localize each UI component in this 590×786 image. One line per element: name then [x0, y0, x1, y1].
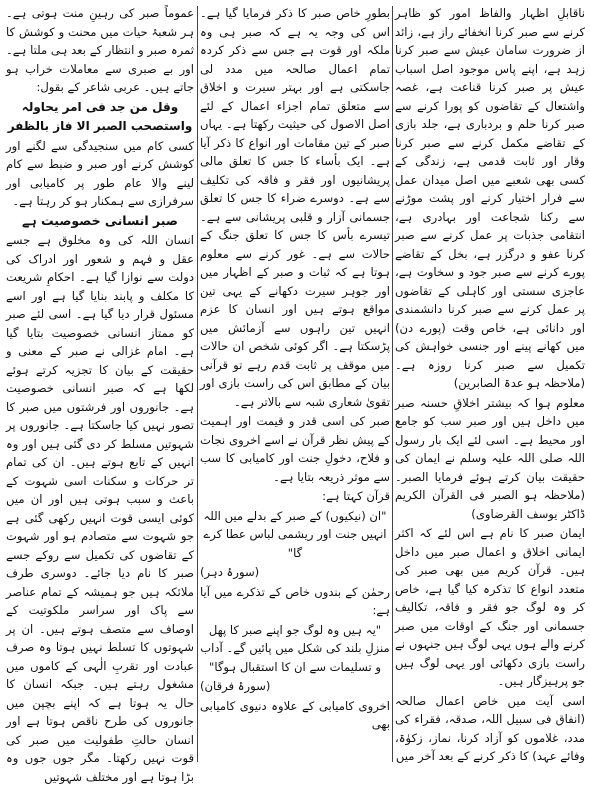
column-divider — [197, 6, 198, 762]
paragraph: اسی آیت میں خاص اعمال صالحہ (انفاق فی سبیل اللہ، صدقہ، فقراء کی مدد، غلاموں کو آزاد کرنا، نماز، زکوٰۃ، وفائے عہد) کا ذکر کرنے کے بعد آخر میں — [395, 693, 585, 763]
paragraph: بطورِ خاص صبر کا ذکر فرمایا گیا ہے۔ اس کی وجہ یہ ہے کہ صبر ہی وہ ملکہ اور قوت ہے جس سے ذکر کردہ تمام اعمال صالحہ میں مدد لی جاسکتی ہے اور بہتر سیرت و اخلاق سے متعلق تمام اجزاء اعمال کے لئے اصل الاصول کی حیثیت رکھتا ہے۔ یہاں صبر کے تین مقامات اور انواع کا ذکر آیا ہے۔ ایک بأساء کا جس کا تعلق مالی پریشانیوں اور فقر و فاقہ کی تکلیف سے ہے۔ دوسرے ضراء کا جس کا تعلق جسمانی آزار و قلبی پریشانی سے ہے۔ تیسرے بأس کا جس کا تعلق جنگ کے حالات سے ہے۔ غور کرنے سے معلوم ہوتا ہے کہ ثبات و صبر کے اظہار میں اور جوہر سیرت دکھانے کے یہی تین مواقع ہوتے ہیں اور انسان کا عزم انہیں تین راہوں سے آزمائش میں پڑسکتا ہے۔ اگر کوئی شخص ان حالات میں موقف پر ثابت قدم رہے تو قرآنی بیان کے مطابق اس کی راست بازی اور تقویٰ شعاری شبہ سے بالاتر ہے۔ — [200, 6, 390, 409]
paragraph: معلوم ہوا کہ بیشتر اخلاقِ حسنہ صبر میں داخل ہیں اور صبر سب کو جامع اور محیط ہے۔ اسی لئے ایک بار رسول اللہ صلی اللہ علیہ وسلم نے ایمان کی حقیقت بیان کرتے ہوئے فرمایا الصبر۔ (ملاحظہ ہو الصبر فی القرآن الکریم ڈاکٹر یوسف القرضاوی) — [395, 395, 585, 521]
paragraph: ایمان صبر کا نام ہے اس لئے کہ اکثر ایمانی اخلاق و اعمال صبر میں داخل ہیں۔ قرآن کریم میں بھی صبر کی متعدد انواع کا تذکرہ کیا گیا ہے، خاص کر وہ لوگ جو فقر و فاقہ، تکالیف جسمانی اور جنگ کے اوقات میں صبر کرنے والے ہوں یہی لوگ ہیں جنہوں نے راست بازی دکھائی اور یہی لوگ ہیں جو پرہیزگار ہیں۔ — [395, 526, 585, 688]
paragraph: عموماً صبر کی رہینِ منت ہوتی ہے۔ ہر شعبۂ حیات میں محنت و کوشش کا ثمرہ صبر و انتظار کے بعد ہی ملتا ہے۔ اور بے صبری سے معاملات خراب ہو جاتے ہیں۔ عربی شاعر کے بقول: — [6, 6, 194, 94]
paragraph: کسی کام میں سنجیدگی سے لگنے اور کوشش کرنے اور صبر و ضبط سے کام لینے والا عام طور پر کامیابی اور سرفرازی سے ہمکنار ہو کر رہتا ہے۔ — [6, 138, 194, 208]
paragraph: ناقابلِ اظہار والفاظ امور کو ظاہر کرنے سے صبر کرنا انخفائے راز ہے، زائد از ضرورت سامان عیش سے صبر کرنا زہد ہے، اپنے پاس موجود اصل اسباب عیش پر صبر کرنا قناعت ہے، غصہ واشتعال کے تقاضوں کو پورا کرنے سے صبر کرنا حلم و بردباری ہے، جلد بازی کے تقاضے مکمل کرنے سے صبر کرنا وقار اور ثابت قدمی ہے، زندگی کے کسی بھی شعبے میں اصل میدان عمل سے فرار اختیار کرنے اور پشت موڑنے سے رکنا شجاعت اور بہادری ہے، انتقامی جذبات پر عمل کرنے سے صبر کرنا عفو و درگزر ہے، بخل کے تقاضے پورے کرنے سے صبر جود و سخاوت ہے، عاجزی سستی اور کاہلی کے تقاضوں پر عمل کرنے سے صبر کرنا دانشمندی اور دانائی ہے، خاص وقت (پورے دن) میں کھانے پینے اور جنسی خواہش کی تکمیل سے صبر کرنا روزہ ہے۔ (ملاحظہ ہو عدۃ الصابرین) — [395, 6, 585, 390]
text-column-middle — [200, 4, 390, 766]
quran-quote: "ان (نیکیوں) کے صبر کے بدلے میں اللہ انہیں جنت اور ریشمی لباس عطا کرے گا" — [203, 508, 387, 560]
paragraph: قرآن کہتا ہے: — [322, 489, 390, 503]
column-divider — [392, 6, 393, 762]
arabic-verse: وقل من جد فی امر یحاولہ — [21, 99, 179, 114]
surah-reference: (سورۂ دہر) — [200, 565, 260, 579]
paragraph: انسان اللہ کی وہ مخلوق ہے جسے عقل و فہم و شعور اور ادراک کی دولت سے نوازا گیا ہے۔ احکامِ شریعت کا مکلف و پابند بنایا گیا ہے اور اسے مسئول قرار دیا گیا ہے۔ اسی لئے صبر کو ممتاز انسانی خصوصیت بتایا گیا ہے۔ امام غزالی نے صبر کے معنی و حقیقت کے بیان کا تجزیہ کرتے ہوئے لکھا ہے کہ صبر انسانی خصوصیت ہے۔ جانوروں اور فرشتوں میں صبر کا تصور نہیں کیا جاسکتا ہے۔ جانوروں پر شہوتیں مسلط کر دی گئی ہیں اور وہ انہیں کے تابع ہوتے ہیں۔ ان کی تمام تر حرکات و سکنات اسی شہوت کے باعث و سبب ہوتی ہیں اور ان میں کوئی ایسی قوت انہیں رکھی گئی ہے جو شہوت سے متصادم ہو اور شہوت کے تقاضوں کی تکمیل سے روکے جسے صبر کا نام دیا جائے۔ دوسری طرف ملائکہ ہیں جو ہمیشہ کے تمام عناصر سے پاک اور سراسر ملکوتیت کے اوصاف سے متصف ہوتے ہیں۔ ان پر شہوتوں کا تسلط نہیں ہوتا وہ صرف عبادت اور تقربِ الٰہی کے کاموں میں مشغول رہتے ہیں۔ جبکہ انسان کا حال یہ ہوتا ہے کہ اپنے بچپن میں جانوروں کی طرح ناقص ہوتا ہے اور انسان حالتِ طفولیت میں صبر کی قوت نہیں رکھتا۔ مگر جوں جوں وہ بڑا ہوتا ہے اور مختلف شہوتیں — [6, 233, 194, 784]
paragraph: اخروی کامیابی کے علاوہ دنیوی کامیابی بھی — [200, 698, 390, 731]
arabic-verse: واستصحب الصبر الا فاز بالظفر — [7, 119, 193, 133]
paragraph: صبر کی اسی قدر و قیمت اور اہمیت کے پیش نظر قرآن نے اسے اخروی نجات و فلاح، دخولِ جنت اور کامیابی کا سب سے موثر ذریعہ بتایا ہے۔ — [200, 414, 390, 484]
text-column-right — [395, 4, 585, 766]
text-column-left — [6, 4, 194, 784]
surah-reference: (سورۂ فرقان) — [200, 679, 271, 693]
quran-quote: "یہ ہیں وہ لوگ جو اپنے صبر کا پھل منزلِ بلند کی شکل میں پائیں گے۔ آداب و تسلیمات سے ان کا استقبال ہوگا" — [200, 622, 390, 674]
section-heading: صبر انسانی خصوصیت ہے — [22, 212, 178, 228]
paragraph: رحمٰن کے بندوں خاص کے تذکرے میں آیا ہے: — [200, 584, 390, 617]
